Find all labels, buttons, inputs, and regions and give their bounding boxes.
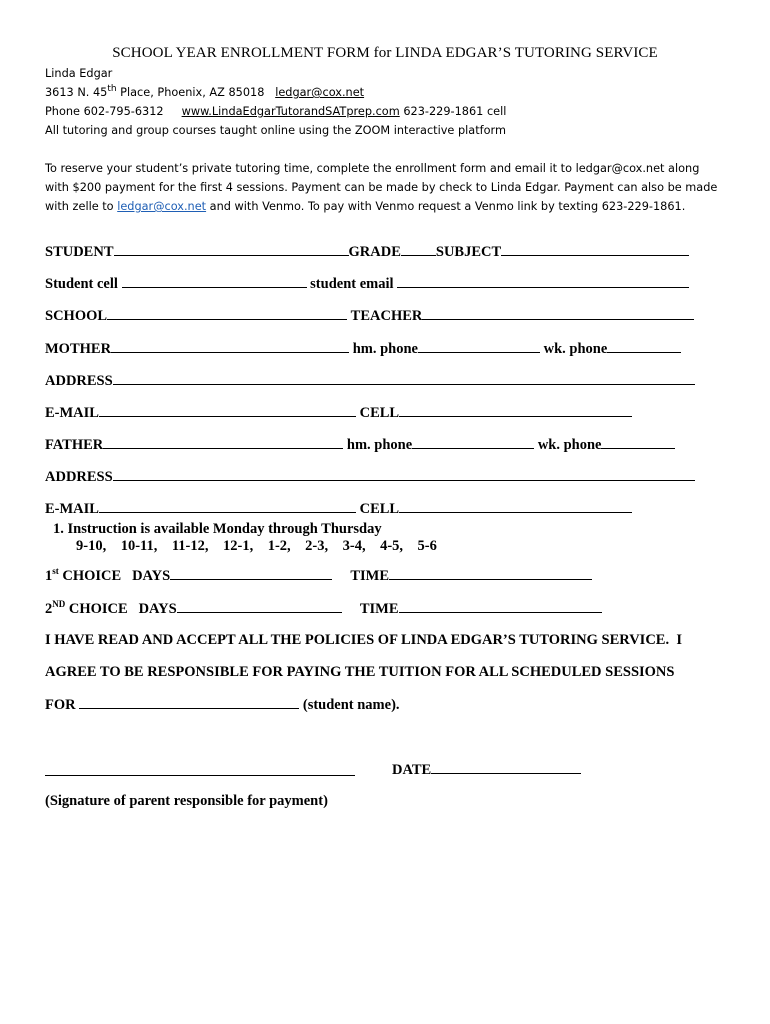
first-choice-time-label: TIME (350, 568, 390, 584)
mother-email-label: E-MAIL (45, 405, 99, 421)
signature-line[interactable] (45, 775, 355, 776)
header-phone: Phone 602-795-6312 (45, 105, 164, 118)
student-email-label: student email (310, 276, 394, 292)
header-zoom-note: All tutoring and group courses taught online using the ZOOM interactive platform (45, 124, 506, 137)
student-cell-field[interactable] (122, 275, 307, 288)
mother-hm-phone-label: hm. phone (352, 341, 418, 357)
date-row (392, 761, 581, 779)
second-choice-number: 2 (45, 601, 53, 617)
mother-hm-phone-field[interactable] (418, 340, 540, 353)
student-name-field[interactable] (79, 696, 299, 709)
school-field[interactable] (107, 307, 347, 320)
mother-address-row (45, 372, 695, 390)
student-email-field[interactable] (397, 275, 689, 288)
father-row (45, 436, 675, 454)
first-choice-time-field[interactable] (389, 567, 592, 580)
first-choice-days-label: CHOICE DAYS (58, 568, 171, 584)
grade-field[interactable] (401, 243, 436, 256)
second-choice-days-label: CHOICE DAYS (65, 601, 177, 617)
father-label: FATHER (45, 437, 104, 453)
header-address-sup: th (107, 84, 117, 95)
agreement-for-row (45, 696, 400, 714)
header-address-street: 3613 N. 45 (45, 86, 108, 99)
mother-cell-label: CELL (359, 405, 400, 421)
student-field[interactable] (114, 243, 349, 256)
student-name-label: (student name). (302, 697, 400, 713)
second-choice-time-field[interactable] (399, 600, 602, 613)
father-hm-phone-field[interactable] (412, 436, 534, 449)
header-phone-line (45, 102, 506, 121)
intro-line-1: To reserve your student’s private tutoring time, complete the enrollment form and email it to ledgar@cox.net along (45, 162, 700, 175)
first-choice-sup: st (52, 566, 59, 577)
second-choice-days-field[interactable] (177, 600, 342, 613)
mother-label: MOTHER (45, 341, 112, 357)
first-choice-days-field[interactable] (170, 567, 332, 580)
father-email-row (45, 500, 632, 518)
father-address-row (45, 468, 695, 486)
father-address-field[interactable] (113, 468, 695, 481)
date-label: DATE (392, 762, 432, 778)
header-email-link[interactable]: ledgar@cox.net (275, 86, 365, 99)
teacher-label: TEACHER (350, 308, 423, 324)
subject-field[interactable] (501, 243, 689, 256)
header-address-city: Place, Phoenix, AZ 85018 (116, 86, 265, 99)
mother-cell-field[interactable] (399, 404, 632, 417)
intro-line-3-pre: with zelle to (45, 200, 118, 213)
father-email-field[interactable] (99, 500, 356, 513)
mother-wk-phone-label: wk. phone (543, 341, 608, 357)
mother-row (45, 340, 681, 358)
agreement-for-label: FOR (45, 697, 76, 713)
header-name: Linda Edgar (45, 67, 113, 80)
subject-label: SUBJECT (435, 244, 502, 260)
header-cell: 623-229-1861 cell (403, 105, 507, 118)
second-choice-row (45, 600, 602, 618)
father-address-label: ADDRESS (45, 469, 113, 485)
mother-wk-phone-field[interactable] (607, 340, 681, 353)
mother-email-field[interactable] (99, 404, 356, 417)
student-label: STUDENT (45, 244, 114, 260)
agreement-line-1: I HAVE READ AND ACCEPT ALL THE POLICIES OF LINDA EDGAR’S TUTORING SERVICE. I (45, 632, 682, 648)
father-cell-field[interactable] (399, 500, 632, 513)
father-wk-phone-label: wk. phone (537, 437, 602, 453)
mother-email-row (45, 404, 632, 422)
mother-field[interactable] (111, 340, 349, 353)
student-contact-row (45, 275, 689, 293)
form-title: SCHOOL YEAR ENROLLMENT FORM for LINDA EDGAR’S TUTORING SERVICE (112, 45, 658, 61)
father-hm-phone-label: hm. phone (346, 437, 413, 453)
first-choice-number: 1 (45, 568, 53, 584)
header-website-link[interactable]: www.LindaEdgarTutorandSATprep.com (181, 105, 400, 118)
intro-email-link[interactable]: ledgar@cox.net (117, 200, 207, 213)
student-row (45, 243, 689, 261)
second-choice-sup: ND (52, 599, 66, 610)
intro-line-3-post: and with Venmo. To pay with Venmo request a Venmo link by texting 623-229-1861. (206, 200, 686, 213)
first-choice-row (45, 567, 592, 585)
signature-caption: (Signature of parent responsible for payment) (45, 793, 328, 809)
student-cell-label: Student cell (45, 276, 118, 292)
mother-address-label: ADDRESS (45, 373, 113, 389)
agreement-line-2: AGREE TO BE RESPONSIBLE FOR PAYING THE TUITION FOR ALL SCHEDULED SESSIONS (45, 664, 675, 680)
mother-address-field[interactable] (113, 372, 695, 385)
father-wk-phone-field[interactable] (601, 436, 675, 449)
intro-line-3 (45, 197, 735, 216)
second-choice-time-label: TIME (359, 601, 399, 617)
header-address-line (45, 83, 364, 102)
father-email-label: E-MAIL (45, 501, 99, 517)
intro-line-2: with $200 payment for the first 4 sessions. Payment can be made by check to Linda Edgar. Payment can also be made (45, 181, 718, 194)
school-label: SCHOOL (45, 308, 108, 324)
father-field[interactable] (103, 436, 343, 449)
grade-label: GRADE (348, 244, 401, 260)
school-row (45, 307, 694, 325)
teacher-field[interactable] (422, 307, 694, 320)
father-cell-label: CELL (359, 501, 400, 517)
instruction-times: 9-10, 10-11, 11-12, 12-1, 1-2, 2-3, 3-4, 4-5, 5-6 (76, 538, 437, 554)
instruction-item: 1. Instruction is available Monday through Thursday (53, 521, 382, 537)
date-field[interactable] (431, 761, 581, 774)
